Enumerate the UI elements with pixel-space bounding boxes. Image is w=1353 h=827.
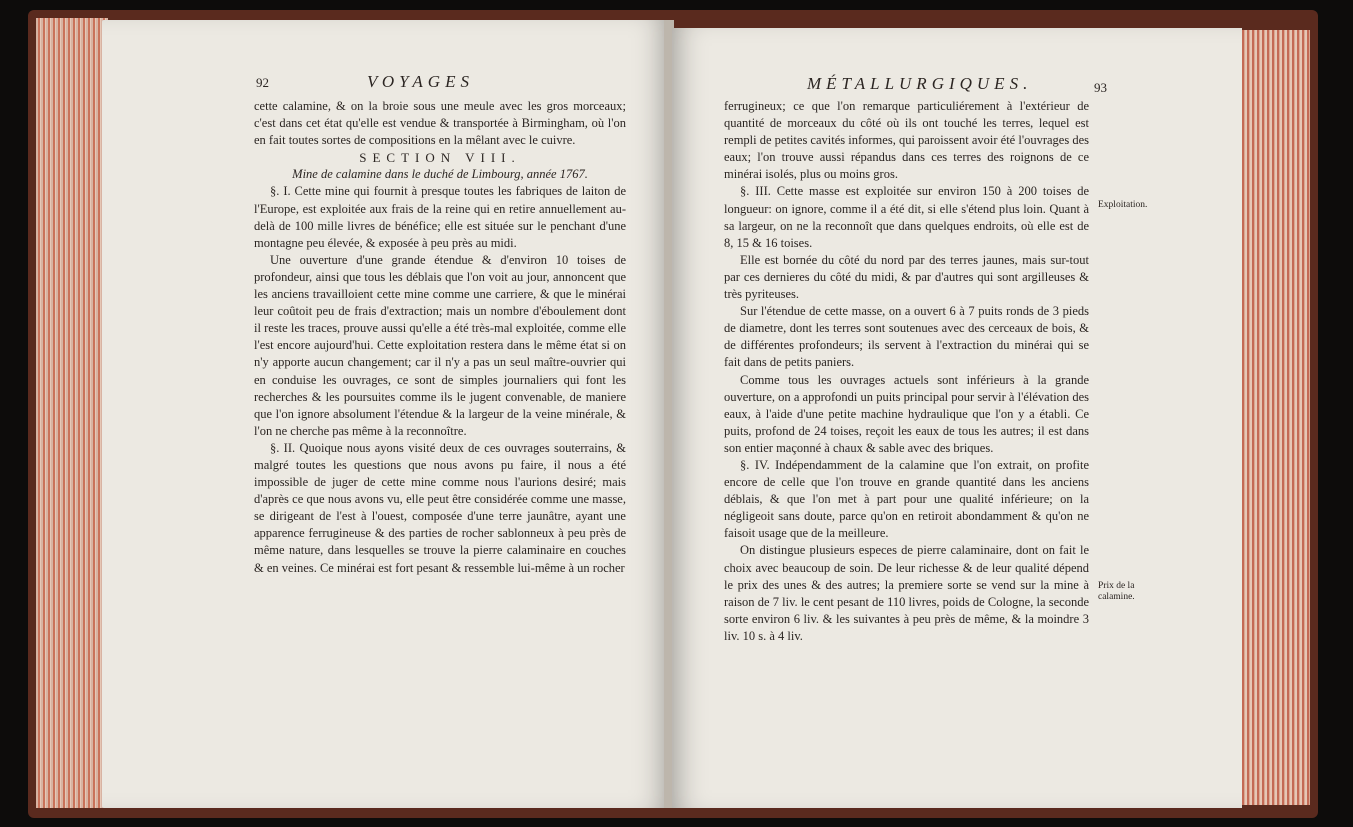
left-page (102, 20, 668, 808)
section-title: SECTION VIII. (359, 150, 521, 166)
left-page-text (254, 98, 626, 577)
section-subtitle: Mine de calamine dans le duché de Limbourg, année 1767. (292, 167, 588, 182)
paragraph: On distingue plusieurs especes de pierre calaminaire, dont on fait le choix avec beaucoup de soin. De leur richesse & de leur qualité dépend le prix des unes & des autres; la premiere sorte se vend sur la mine à raison de 7 liv. le cent pesant de 110 livres, poids de Cologne, la seconde sorte environ 6 liv. & les suivantes à peu près de même, & la moindre 3 liv. 10 s. à 4 liv. (724, 543, 1089, 643)
right-page (672, 28, 1242, 808)
margin-note-exploitation: Exploitation. (1098, 200, 1148, 210)
paragraph: §. II. Quoique nous ayons visité deux de ces ouvrages souterrains, & malgré toutes les questions que nous avons pu faire, il nous a été impossible de juger de cette mine comme nous l'aurions desiré; mais d'après ce que nous avons vu, elle peut être considérée comme une masse, se dirigeant de l'est à l'ouest, composée d'une terre jaunâtre, ayant une apparence ferrugineuse & des parties de rocher sablonneux à peu près de même nature, dans lesquelles se trouve la pierre calaminaire en couches & en veines. Ce minérai est fort pesant & ressemble lui-même à un rocher (254, 440, 626, 575)
paragraph: cette calamine, & on la broie sous une meule avec les gros morceaux; c'est dans cet état qu'elle est vendue & transportée à Birmingham, où l'on en fait toutes sortes de compositions en la mêlant avec le cuivre. (254, 99, 626, 148)
paragraph: Comme tous les ouvrages actuels sont inférieurs à la grande ouverture, on a approfondi un puits principal pour servir à l'élévation des eaux, à l'aide d'une petite machine hydraulique que l'on y a établi. Ce puits, profond de 24 toises, reçoit les eaux de tous les autres; il est dans son entier maçonné à chaux & sable avec des briques. (724, 372, 1089, 455)
running-head-right: MÉTALLURGIQUES. (807, 74, 1033, 93)
paragraph: Sur l'étendue de cette masse, on a ouvert 6 à 7 puits ronds de 3 pieds de diametre, dont les terres sont soutenues avec des cerceaux de bois, & de différentes profondeurs; ils servent à l'extraction du minérai qui se fait dans de petits paniers. (724, 304, 1089, 370)
paragraph: Une ouverture d'une grande étendue & d'environ 10 toises de profondeur, ainsi que tous les déblais que l'on voit au jour, annoncent que les anciens travailloient cette mine comme une carriere, & que le minérai leur coûtoit peu de frais d'extraction; mais un nombre d'éboulement dont il reste les traces, prouve aussi qu'elle a été très-mal exploitée, comme elle l'est encore aujourd'hui. Cette exploitation restera dans le même état si on n'y apporte aucun changement; car il n'y a pas un seul maître-ouvrier qui en conduise les ouvrages, ce sont de simples journaliers qui font les recherches & les poursuites comme ils le jugent convenable, de maniere que l'on ignore absolument l'étendue & la largeur de la veine minérale, & l'on ne cherche pas même à la reconnoître. (254, 252, 626, 438)
paragraph: §. IV. Indépendamment de la calamine que l'on extrait, on profite encore de celle que l'on trouve en grande quantité dans les anciens déblais, & que l'on met à part pour une qualité inférieure; on la négligeoit sans doute, parce qu'on en retiroit abondamment & qu'on ne faisoit usage que de la meilleure. (724, 457, 1089, 541)
page-number-right: 93 (1094, 80, 1107, 95)
page-edges-left (36, 18, 108, 808)
margin-note-prix: Prix de la calamine. (1098, 581, 1135, 602)
right-page-text (724, 98, 1089, 645)
paragraph: §. I. Cette mine qui fournit à presque toutes les fabriques de laiton de l'Europe, est exploitée aux frais de la reine qui en retire annuellement au-delà de 100 mille livres de bénéfice; elle est située sur le penchant d'une montagne peu élevée, & exposée à peu près au midi. (254, 184, 626, 250)
page-number-left: 92 (256, 75, 269, 90)
paragraph: Elle est bornée du côté du nord par des terres jaunes, mais sur-tout par ces dernieres du côté du midi, & par d'autres qui sont argilleuses & très pyriteuses. (724, 252, 1089, 302)
paragraph: §. III. Cette masse est exploitée sur environ 150 à 200 toises de longueur: on ignore, comme il a été dit, si elle s'étend plus loin. Quant à sa largeur, on ne la reconnoît que dans quelques endroits, où elle est de 8, 15 & 16 toises. (724, 184, 1089, 250)
running-head-left: VOYAGES (367, 72, 474, 91)
paragraph: ferrugineux; ce que l'on remarque particuliérement à l'extérieur de quantité de morceaux du côté où ils ont touché les terres, lequel est rempli de petites cavités informes, qui paroissent avoir été l'ouvrages des eaux; l'on trouve aussi répandus dans ces terres des roignons de ce minérai isolés, plus ou moins gros. (724, 99, 1089, 182)
page-edges-right (1240, 30, 1310, 805)
